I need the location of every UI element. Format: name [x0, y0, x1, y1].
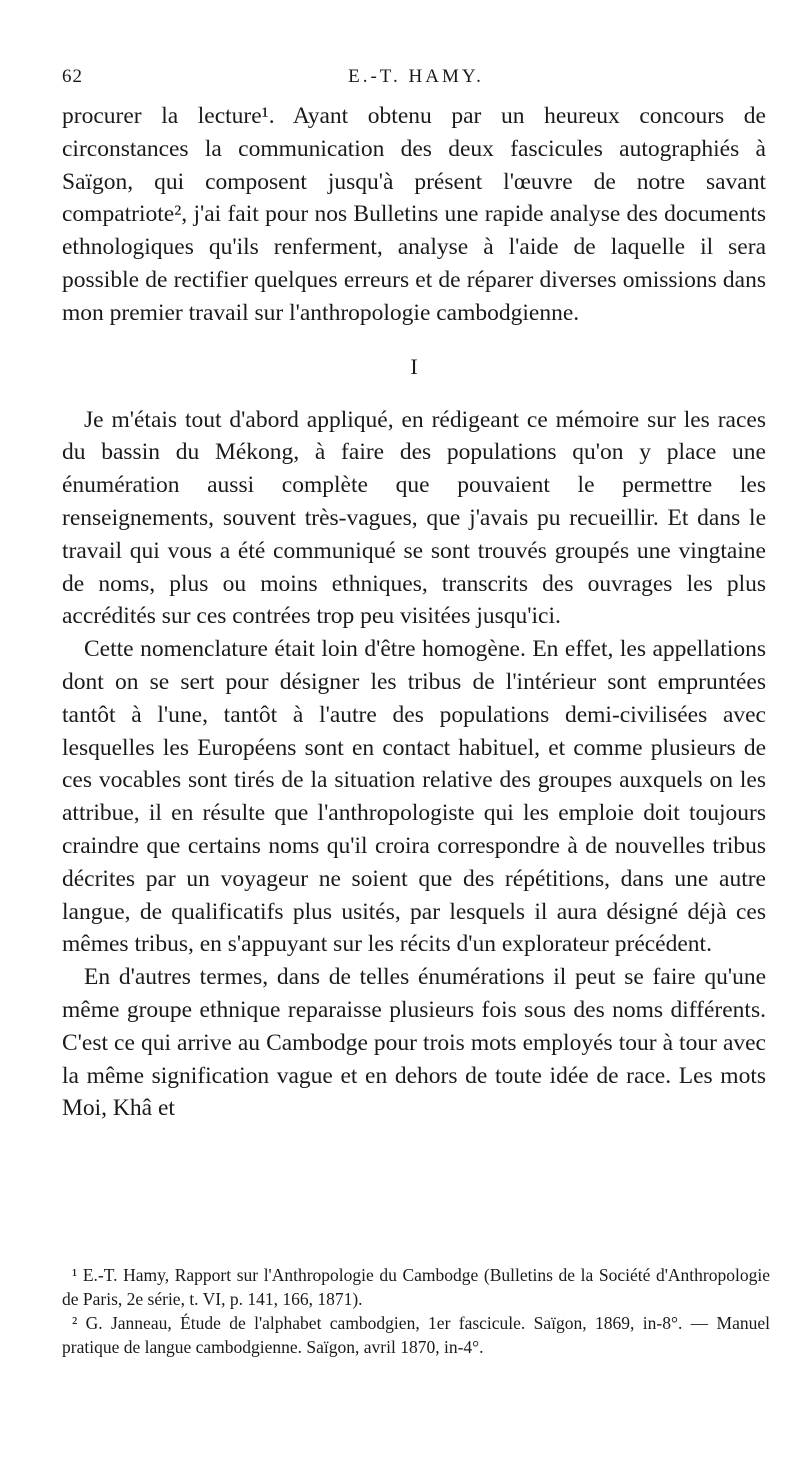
running-head: E.-T. HAMY.: [348, 66, 484, 87]
paragraph-2: Je m'étais tout d'abord appliqué, en rédigeant ce mémoire sur les races du bassin du Mékong, à faire des populations qu'on y place une énumération aussi complète que pouvaient le permettre les renseignements, souvent très-vagues, que j'avais pu recueillir. Et dans le travail qui vous a été communiqué se sont trouvés groupés une vingtaine de noms, plus ou moins ethniques, transcrits des ouvrages les plus accrédités sur ces contrées trop peu visitées jusqu'ici.: [62, 406, 766, 630]
footnotes: [62, 1263, 770, 1359]
footnote-2: ² G. Janneau, Étude de l'alphabet cambodgien, 1er fascicule. Saïgon, 1869, in-8°. — Manuel pratique de langue cambodgienne. Saïgon, avril 1870, in-4°.: [62, 1313, 770, 1357]
section-heading: I: [410, 353, 418, 379]
paragraph-4: En d'autres termes, dans de telles énumérations il peut se faire qu'une même groupe ethnique reparaisse plusieurs fois sous des noms différents. C'est ce qui arrive au Cambodge pour trois mots employés tour à tour avec la même signification vague et en dehors de toute idée de race. Les mots Moi, Khâ et: [62, 964, 766, 1122]
body-text: [62, 100, 766, 1125]
page-header: [62, 66, 770, 96]
page-number: 62: [62, 66, 83, 87]
paragraph-3: Cette nomenclature était loin d'être homogène. En effet, les appellations dont on se sert pour désigner les tribus de l'intérieur sont empruntées tantôt à l'une, tantôt à l'autre des populations demi-civilisées avec lesquelles les Européens sont en contact habituel, et comme plusieurs de ces vocables sont tirés de la situation relative des groupes auxquels on les attribue, il en résulte que l'anthropologiste qui les emploie doit toujours craindre que certains noms qu'il croira correspondre à de nouvelles tribus décrites par un voyageur ne soient que des répétitions, dans une autre langue, de qualificatifs plus usités, par lesquels il aura désigné déjà ces mêmes tribus, en s'appuyant sur les récits d'un explorateur précédent.: [62, 636, 766, 958]
paragraph-1: procurer la lecture¹. Ayant obtenu par un heureux concours de circonstances la communication des deux fascicules autographiés à Saïgon, qui composent jusqu'à présent l'œuvre de notre savant compatriote², j'ai fait pour nos Bulletins une rapide analyse des documents ethnologiques qu'ils renferment, analyse à l'aide de laquelle il sera possible de rectifier quelques erreurs et de réparer diverses omissions dans mon premier travail sur l'anthropologie cambodgienne.: [62, 103, 766, 326]
footnote-1: ¹ E.-T. Hamy, Rapport sur l'Anthropologie du Cambodge (Bulletins de la Société d'Anthropologie de Paris, 2e série, t. VI, p. 141, 166, 1871).: [62, 1265, 770, 1309]
